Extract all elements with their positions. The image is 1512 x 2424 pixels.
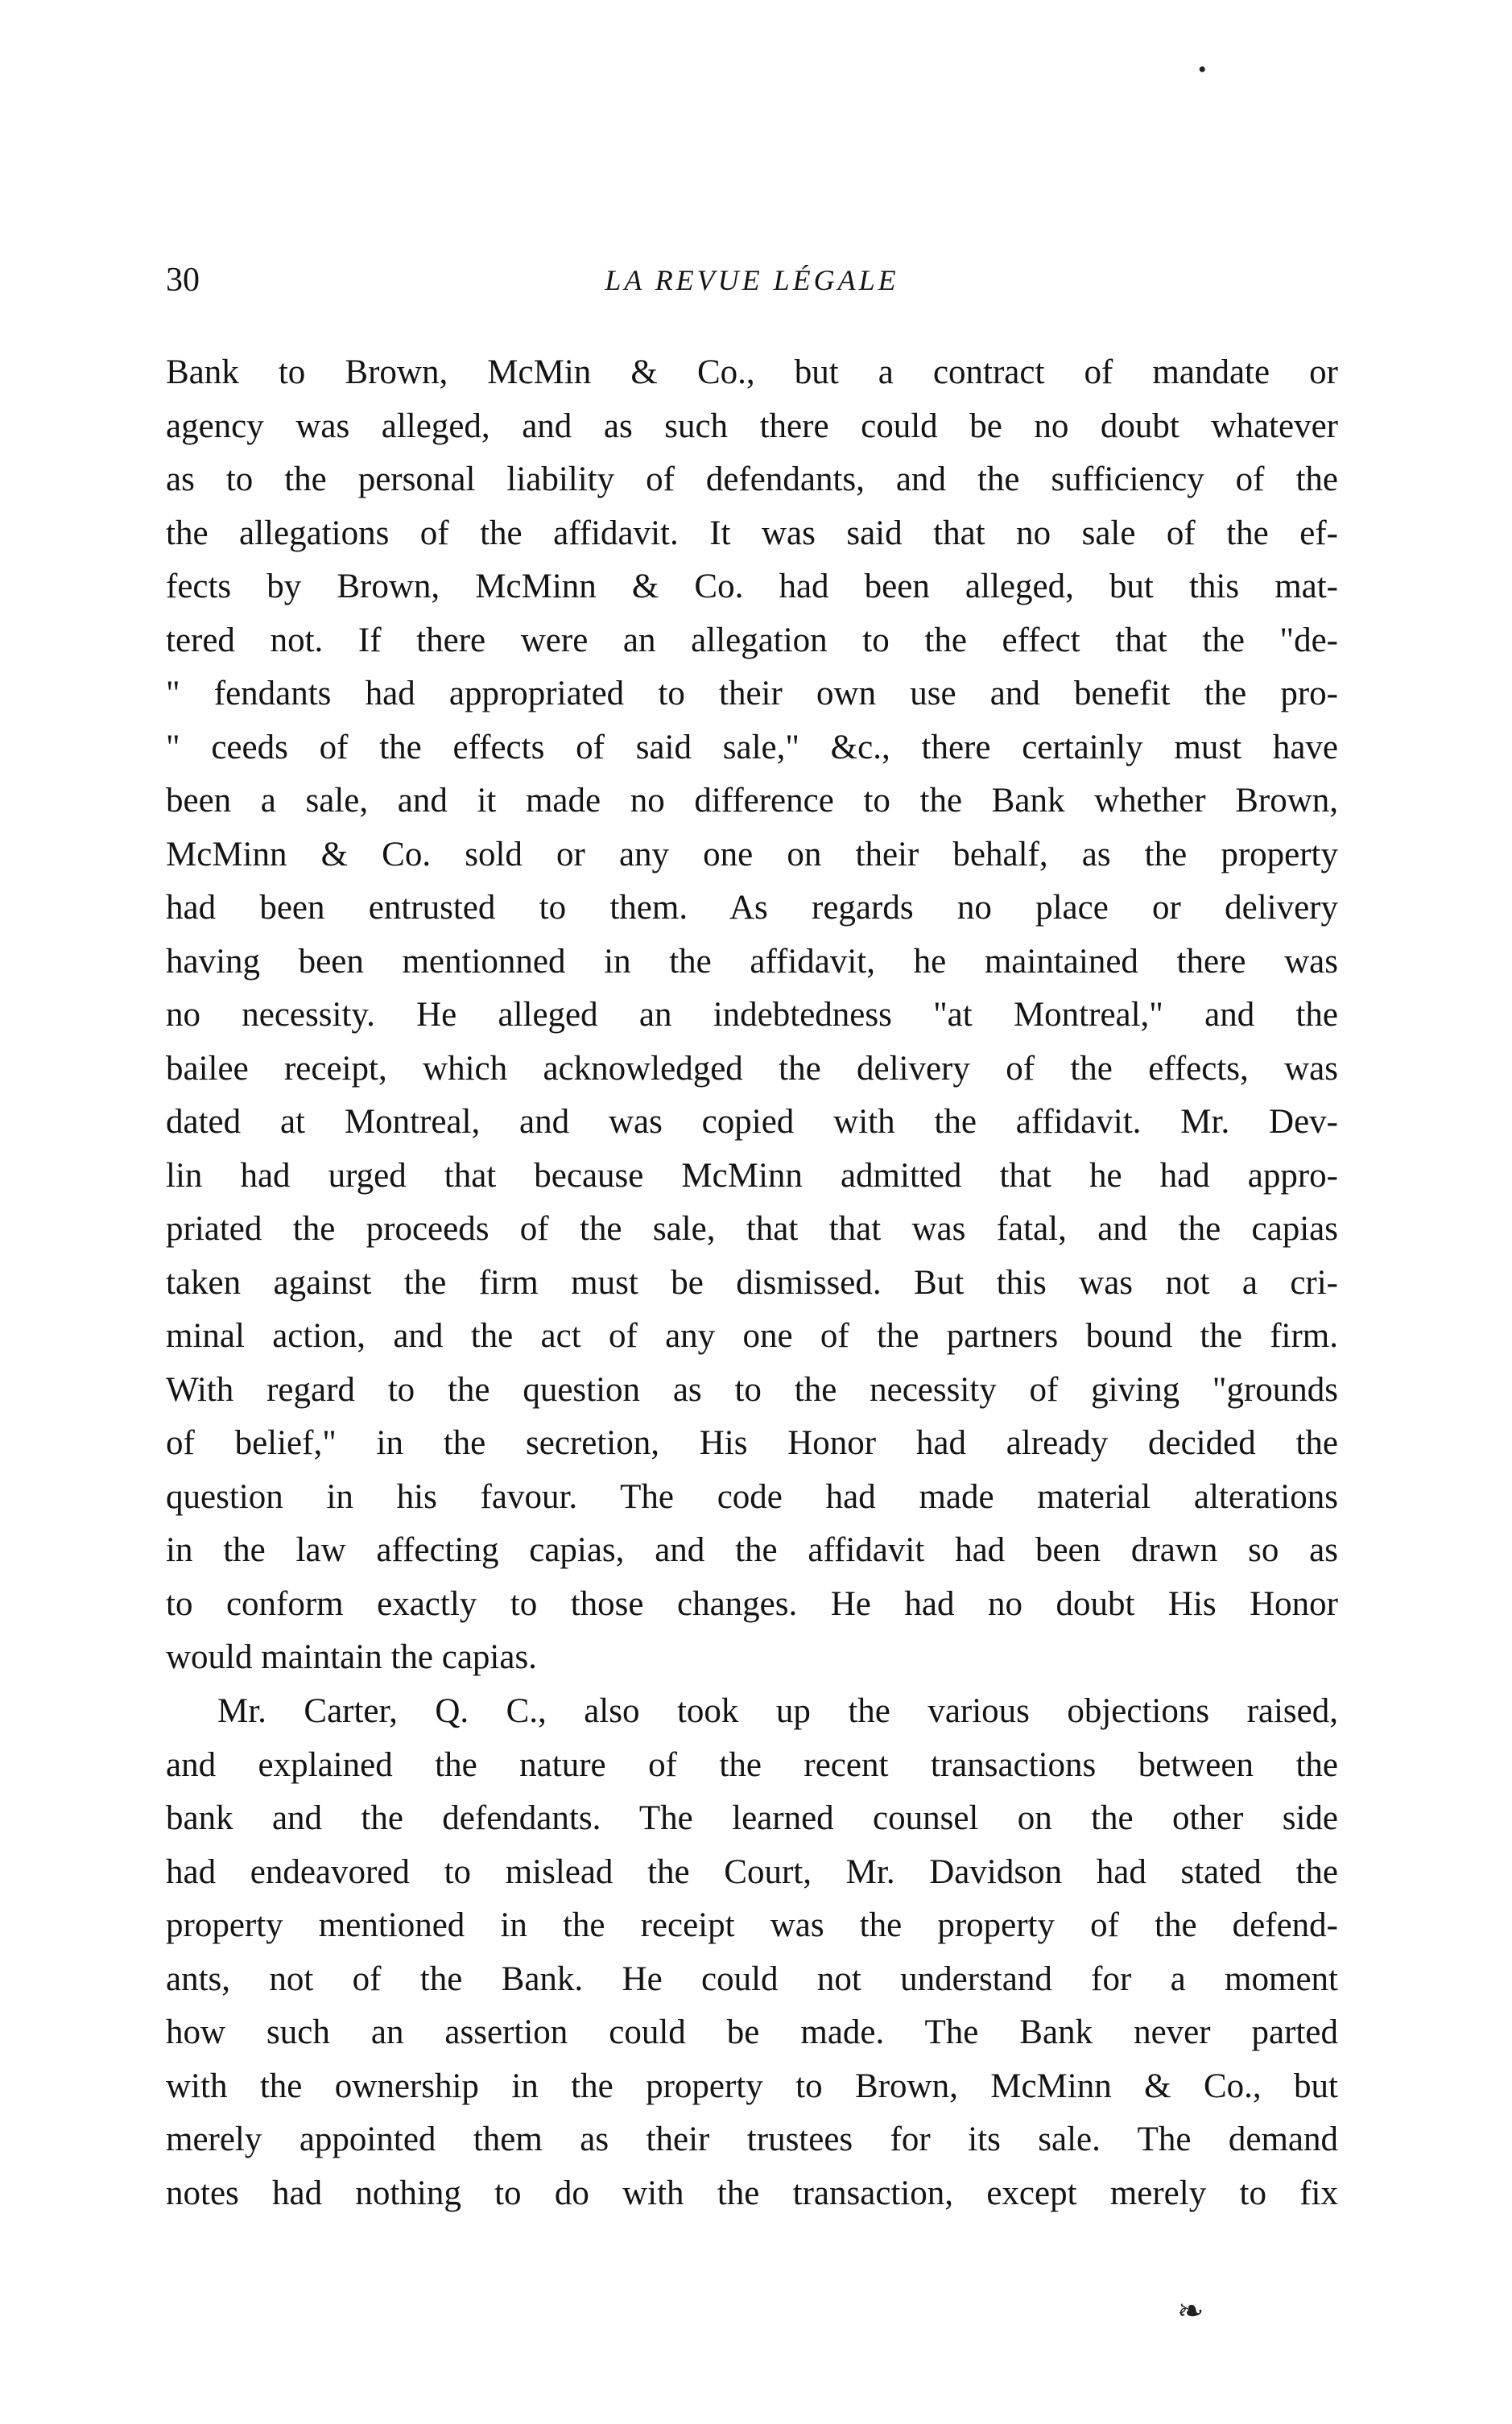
text-line: dated at Montreal, and was copied with the affidavit. Mr. Dev- [166, 1103, 1338, 1141]
text-line: bailee receipt, which acknowledged the delivery of the effects, was [166, 1049, 1338, 1088]
text-line: " fendants had appropriated to their own use and benefit the pro- [166, 675, 1338, 712]
text-line: as to the personal liability of defendants, and the sufficiency of the [166, 460, 1338, 498]
text-line: how such an assertion could be made. The Bank never parted [166, 2013, 1338, 2051]
text-line: had endeavored to mislead the Court, Mr. Davidson had stated the [166, 1852, 1338, 1891]
bottom-ornament-icon: ❧ [1177, 2293, 1204, 2329]
text-line: With regard to the question as to the necessity of giving "grounds [166, 1370, 1338, 1409]
text-line: minal action, and the act of any one of the partners bound the firm. [166, 1317, 1338, 1355]
running-title: LA REVUE LÉGALE [605, 264, 899, 296]
text-line: would maintain the capias. [166, 1638, 537, 1676]
text-line: bank and the defendants. The learned counsel on the other side [166, 1799, 1338, 1837]
paragraph-1 [166, 346, 1338, 1685]
text-line: priated the proceeds of the sale, that that was fatal, and the capias [166, 1210, 1338, 1248]
text-line: Mr. Carter, Q. C., also took up the various objections raised, [217, 1692, 1338, 1730]
text-line: tered not. If there were an allegation to the effect that the "de- [166, 621, 1338, 659]
text-line: the allegations of the affidavit. It was said that no sale of the ef- [166, 514, 1338, 552]
text-line: notes had nothing to do with the transaction, except merely to fix [166, 2174, 1338, 2212]
text-line: taken against the firm must be dismissed. But this was not a cri- [166, 1263, 1338, 1302]
text-line: to conform exactly to those changes. He had no doubt His Honor [166, 1584, 1338, 1623]
text-line: " ceeds of the effects of said sale," &c., there certainly must have [166, 728, 1338, 766]
text-line: property mentioned in the receipt was the property of the defend- [166, 1906, 1338, 1944]
paragraph-2 [166, 1685, 1338, 2220]
text-line: and explained the nature of the recent transactions between the [166, 1745, 1338, 1784]
text-line: fects by Brown, McMinn & Co. had been alleged, but this mat- [166, 568, 1338, 605]
text-line: lin had urged that because McMinn admitted that he had appro- [166, 1156, 1338, 1195]
text-line: ants, not of the Bank. He could not understand for a moment [166, 1959, 1338, 1998]
text-line: no necessity. He alleged an indebtedness "at Montreal," and the [166, 996, 1338, 1034]
text-line: been a sale, and it made no difference to the Bank whether Brown, [166, 782, 1338, 820]
text-line: having been mentionned in the affidavit, he maintained there was [166, 942, 1338, 981]
text-line: McMinn & Co. sold or any one on their behalf, as the property [166, 835, 1338, 873]
page-header [166, 256, 1338, 304]
text-line: had been entrusted to them. As regards no place or delivery [166, 889, 1338, 927]
page-number: 30 [166, 262, 200, 299]
text-line: merely appointed them as their trustees for its sale. The demand [166, 2120, 1338, 2158]
text-line: in the law affecting capias, and the affidavit had been drawn so as [166, 1531, 1338, 1569]
text-line: of belief," in the secretion, His Honor had already decided the [166, 1424, 1338, 1462]
text-line: with the ownership in the property to Brown, McMinn & Co., but [166, 2067, 1338, 2105]
text-line: question in his favour. The code had made material alterations [166, 1477, 1338, 1516]
text-line: agency was alleged, and as such there could be no doubt whatever [166, 407, 1338, 445]
text-line: Bank to Brown, McMin & Co., but a contract of mandate or [166, 353, 1338, 391]
top-ink-mark: • [1198, 56, 1207, 83]
